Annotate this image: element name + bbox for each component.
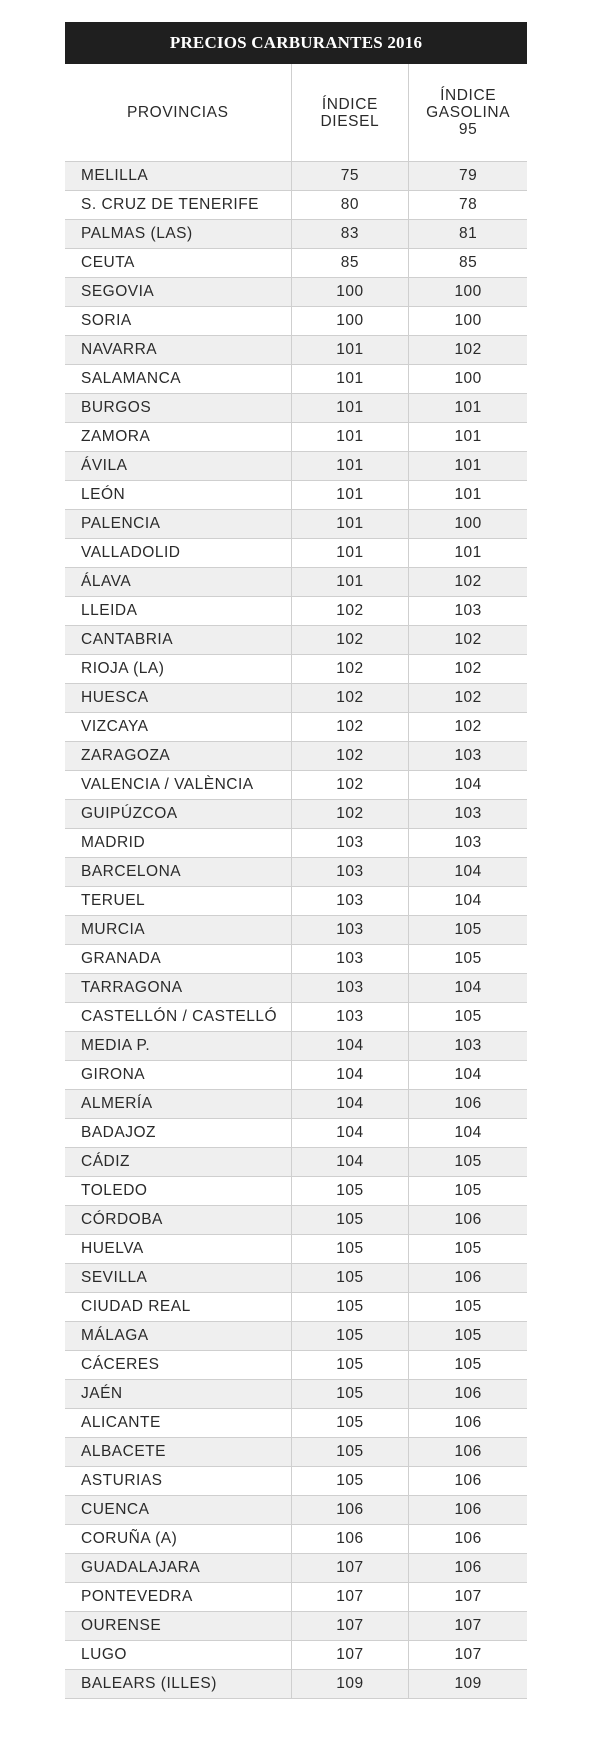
cell-diesel-index: 101 <box>291 365 409 393</box>
cell-diesel-index: 101 <box>291 539 409 567</box>
cell-gasoline-index: 105 <box>408 1351 527 1379</box>
cell-province: CORUÑA (A) <box>81 1530 178 1547</box>
table-row <box>65 394 527 423</box>
cell-province: BURGOS <box>81 399 152 416</box>
cell-province: CÁDIZ <box>81 1153 130 1170</box>
cell-province: PALENCIA <box>81 515 161 532</box>
cell-diesel-index: 107 <box>291 1583 409 1611</box>
table-row <box>65 597 527 626</box>
cell-diesel-index: 107 <box>291 1612 409 1640</box>
cell-diesel-index: 105 <box>291 1235 409 1263</box>
cell-gasoline-index: 106 <box>408 1409 527 1437</box>
cell-diesel-index: 106 <box>291 1525 409 1553</box>
cell-diesel-index: 105 <box>291 1438 409 1466</box>
table-row <box>65 1293 527 1322</box>
table-row <box>65 1090 527 1119</box>
cell-province: HUESCA <box>81 689 149 706</box>
cell-diesel-index: 83 <box>291 220 409 248</box>
cell-province: ZAMORA <box>81 428 151 445</box>
table-header-row <box>65 64 527 162</box>
cell-gasoline-index: 78 <box>408 191 527 219</box>
cell-gasoline-index: 105 <box>408 1177 527 1205</box>
table-row <box>65 626 527 655</box>
cell-province: GIRONA <box>81 1066 146 1083</box>
table-row <box>65 1496 527 1525</box>
cell-diesel-index: 101 <box>291 336 409 364</box>
table-row <box>65 336 527 365</box>
cell-province: PONTEVEDRA <box>81 1588 193 1605</box>
cell-gasoline-index: 85 <box>408 249 527 277</box>
table-row <box>65 1003 527 1032</box>
table-row <box>65 1351 527 1380</box>
header-indice-gasolina: ÍNDICE GASOLINA 95 <box>408 64 527 161</box>
cell-gasoline-index: 81 <box>408 220 527 248</box>
cell-province: SORIA <box>81 312 132 329</box>
cell-province: GRANADA <box>81 950 162 967</box>
cell-gasoline-index: 106 <box>408 1496 527 1524</box>
table-row <box>65 539 527 568</box>
cell-diesel-index: 100 <box>291 278 409 306</box>
cell-province: SEVILLA <box>81 1269 148 1286</box>
fuel-price-table <box>65 22 527 1699</box>
cell-gasoline-index: 101 <box>408 452 527 480</box>
cell-diesel-index: 102 <box>291 684 409 712</box>
table-row <box>65 1525 527 1554</box>
cell-gasoline-index: 102 <box>408 568 527 596</box>
table-row <box>65 307 527 336</box>
cell-diesel-index: 85 <box>291 249 409 277</box>
table-row <box>65 1119 527 1148</box>
cell-diesel-index: 105 <box>291 1322 409 1350</box>
cell-province: CÓRDOBA <box>81 1211 163 1228</box>
cell-province: JAÉN <box>81 1385 123 1402</box>
table-row <box>65 974 527 1003</box>
cell-gasoline-index: 106 <box>408 1467 527 1495</box>
cell-gasoline-index: 106 <box>408 1090 527 1118</box>
table-row <box>65 655 527 684</box>
cell-gasoline-index: 105 <box>408 945 527 973</box>
table-row <box>65 771 527 800</box>
cell-province: LLEIDA <box>81 602 138 619</box>
cell-gasoline-index: 103 <box>408 1032 527 1060</box>
table-row <box>65 481 527 510</box>
cell-gasoline-index: 109 <box>408 1670 527 1698</box>
cell-gasoline-index: 79 <box>408 162 527 190</box>
cell-gasoline-index: 104 <box>408 771 527 799</box>
cell-province: TOLEDO <box>81 1182 148 1199</box>
cell-gasoline-index: 104 <box>408 974 527 1002</box>
table-row <box>65 1235 527 1264</box>
cell-diesel-index: 101 <box>291 510 409 538</box>
cell-gasoline-index: 107 <box>408 1583 527 1611</box>
cell-province: OURENSE <box>81 1617 162 1634</box>
table-body <box>65 162 527 1699</box>
cell-diesel-index: 105 <box>291 1206 409 1234</box>
cell-province: ÁVILA <box>81 457 128 474</box>
cell-diesel-index: 106 <box>291 1496 409 1524</box>
cell-diesel-index: 107 <box>291 1641 409 1669</box>
table-row <box>65 191 527 220</box>
table-row <box>65 1264 527 1293</box>
cell-diesel-index: 80 <box>291 191 409 219</box>
cell-province: VALENCIA / VALÈNCIA <box>81 776 254 793</box>
cell-diesel-index: 75 <box>291 162 409 190</box>
cell-province: NAVARRA <box>81 341 158 358</box>
table-row <box>65 945 527 974</box>
cell-gasoline-index: 105 <box>408 1235 527 1263</box>
cell-diesel-index: 104 <box>291 1090 409 1118</box>
table-row <box>65 887 527 916</box>
cell-province: SEGOVIA <box>81 283 155 300</box>
cell-province: LEÓN <box>81 486 126 503</box>
cell-gasoline-index: 106 <box>408 1264 527 1292</box>
cell-diesel-index: 101 <box>291 423 409 451</box>
cell-province: CASTELLÓN / CASTELLÓ <box>81 1008 278 1025</box>
cell-gasoline-index: 107 <box>408 1641 527 1669</box>
cell-gasoline-index: 105 <box>408 916 527 944</box>
cell-diesel-index: 109 <box>291 1670 409 1698</box>
cell-province: ZARAGOZA <box>81 747 171 764</box>
cell-diesel-index: 102 <box>291 742 409 770</box>
table-row <box>65 1467 527 1496</box>
cell-diesel-index: 104 <box>291 1148 409 1176</box>
table-row <box>65 278 527 307</box>
cell-province: GUADALAJARA <box>81 1559 201 1576</box>
cell-province: RIOJA (LA) <box>81 660 165 677</box>
cell-gasoline-index: 102 <box>408 684 527 712</box>
cell-diesel-index: 101 <box>291 481 409 509</box>
header-provincias: PROVINCIAS <box>126 104 229 121</box>
cell-gasoline-index: 100 <box>408 278 527 306</box>
table-row <box>65 800 527 829</box>
table-row <box>65 1612 527 1641</box>
cell-diesel-index: 104 <box>291 1119 409 1147</box>
cell-gasoline-index: 103 <box>408 829 527 857</box>
cell-diesel-index: 105 <box>291 1467 409 1495</box>
cell-diesel-index: 101 <box>291 452 409 480</box>
table-row <box>65 1148 527 1177</box>
table-row <box>65 249 527 278</box>
cell-diesel-index: 105 <box>291 1409 409 1437</box>
cell-diesel-index: 103 <box>291 829 409 857</box>
cell-gasoline-index: 105 <box>408 1148 527 1176</box>
table-row <box>65 568 527 597</box>
cell-diesel-index: 102 <box>291 800 409 828</box>
cell-gasoline-index: 106 <box>408 1206 527 1234</box>
table-row <box>65 1409 527 1438</box>
cell-province: GUIPÚZCOA <box>81 805 178 822</box>
cell-diesel-index: 102 <box>291 713 409 741</box>
cell-diesel-index: 103 <box>291 974 409 1002</box>
table-row <box>65 1061 527 1090</box>
cell-diesel-index: 101 <box>291 394 409 422</box>
cell-province: BALEARS (ILLES) <box>81 1675 217 1692</box>
table-row <box>65 1670 527 1699</box>
cell-province: TARRAGONA <box>81 979 183 996</box>
cell-gasoline-index: 106 <box>408 1525 527 1553</box>
cell-diesel-index: 103 <box>291 858 409 886</box>
cell-diesel-index: 102 <box>291 626 409 654</box>
cell-gasoline-index: 102 <box>408 713 527 741</box>
cell-gasoline-index: 105 <box>408 1293 527 1321</box>
cell-province: CUENCA <box>81 1501 150 1518</box>
table-row <box>65 1583 527 1612</box>
cell-province: BADAJOZ <box>81 1124 156 1141</box>
cell-diesel-index: 105 <box>291 1293 409 1321</box>
cell-province: ÁLAVA <box>81 573 132 590</box>
cell-gasoline-index: 101 <box>408 423 527 451</box>
table-row <box>65 1206 527 1235</box>
cell-province: ALMERÍA <box>81 1095 153 1112</box>
header-indice-diesel: ÍNDICE DIESEL <box>291 64 409 161</box>
cell-province: MURCIA <box>81 921 146 938</box>
cell-gasoline-index: 105 <box>408 1322 527 1350</box>
table-row <box>65 1177 527 1206</box>
table-row <box>65 1438 527 1467</box>
cell-province: TERUEL <box>81 892 146 909</box>
table-row <box>65 510 527 539</box>
cell-gasoline-index: 103 <box>408 742 527 770</box>
cell-province: MÁLAGA <box>81 1327 149 1344</box>
cell-gasoline-index: 103 <box>408 597 527 625</box>
cell-province: ASTURIAS <box>81 1472 163 1489</box>
cell-province: PALMAS (LAS) <box>81 225 193 242</box>
cell-gasoline-index: 102 <box>408 655 527 683</box>
table-row <box>65 858 527 887</box>
table-row <box>65 365 527 394</box>
cell-gasoline-index: 104 <box>408 887 527 915</box>
table-row <box>65 162 527 191</box>
cell-province: VIZCAYA <box>81 718 149 735</box>
cell-diesel-index: 105 <box>291 1380 409 1408</box>
cell-diesel-index: 104 <box>291 1032 409 1060</box>
cell-gasoline-index: 100 <box>408 307 527 335</box>
cell-province: CEUTA <box>81 254 135 271</box>
cell-province: VALLADOLID <box>81 544 181 561</box>
cell-province: CIUDAD REAL <box>81 1298 191 1315</box>
table-row <box>65 829 527 858</box>
cell-province: MADRID <box>81 834 146 851</box>
cell-gasoline-index: 102 <box>408 336 527 364</box>
cell-gasoline-index: 104 <box>408 858 527 886</box>
cell-gasoline-index: 104 <box>408 1061 527 1089</box>
table-row <box>65 1554 527 1583</box>
cell-province: BARCELONA <box>81 863 182 880</box>
cell-diesel-index: 100 <box>291 307 409 335</box>
table-title: PRECIOS CARBURANTES 2016 <box>65 22 527 64</box>
table-row <box>65 423 527 452</box>
table-row <box>65 220 527 249</box>
cell-diesel-index: 103 <box>291 945 409 973</box>
cell-province: SALAMANCA <box>81 370 182 387</box>
cell-gasoline-index: 106 <box>408 1438 527 1466</box>
cell-province: S. CRUZ DE TENERIFE <box>81 196 260 213</box>
cell-province: CÁCERES <box>81 1356 160 1373</box>
cell-diesel-index: 105 <box>291 1264 409 1292</box>
cell-gasoline-index: 104 <box>408 1119 527 1147</box>
table-row <box>65 916 527 945</box>
cell-gasoline-index: 101 <box>408 481 527 509</box>
table-row <box>65 452 527 481</box>
cell-diesel-index: 101 <box>291 568 409 596</box>
cell-gasoline-index: 103 <box>408 800 527 828</box>
cell-gasoline-index: 106 <box>408 1380 527 1408</box>
cell-diesel-index: 104 <box>291 1061 409 1089</box>
cell-gasoline-index: 105 <box>408 1003 527 1031</box>
cell-province: ALBACETE <box>81 1443 166 1460</box>
cell-province: HUELVA <box>81 1240 144 1257</box>
cell-province: MELILLA <box>81 167 149 184</box>
table-row <box>65 1380 527 1409</box>
cell-gasoline-index: 102 <box>408 626 527 654</box>
cell-province: LUGO <box>81 1646 127 1663</box>
cell-gasoline-index: 100 <box>408 365 527 393</box>
cell-diesel-index: 103 <box>291 887 409 915</box>
table-row <box>65 1641 527 1670</box>
cell-diesel-index: 102 <box>291 655 409 683</box>
cell-diesel-index: 103 <box>291 1003 409 1031</box>
cell-gasoline-index: 106 <box>408 1554 527 1582</box>
cell-diesel-index: 107 <box>291 1554 409 1582</box>
cell-diesel-index: 103 <box>291 916 409 944</box>
cell-province: MEDIA P. <box>81 1037 151 1054</box>
cell-diesel-index: 105 <box>291 1177 409 1205</box>
cell-gasoline-index: 100 <box>408 510 527 538</box>
table-row <box>65 713 527 742</box>
cell-diesel-index: 105 <box>291 1351 409 1379</box>
cell-province: ALICANTE <box>81 1414 161 1431</box>
cell-gasoline-index: 101 <box>408 394 527 422</box>
table-row <box>65 684 527 713</box>
cell-province: CANTABRIA <box>81 631 174 648</box>
cell-diesel-index: 102 <box>291 597 409 625</box>
table-row <box>65 1322 527 1351</box>
cell-gasoline-index: 107 <box>408 1612 527 1640</box>
cell-gasoline-index: 101 <box>408 539 527 567</box>
cell-diesel-index: 102 <box>291 771 409 799</box>
table-row <box>65 1032 527 1061</box>
table-row <box>65 742 527 771</box>
